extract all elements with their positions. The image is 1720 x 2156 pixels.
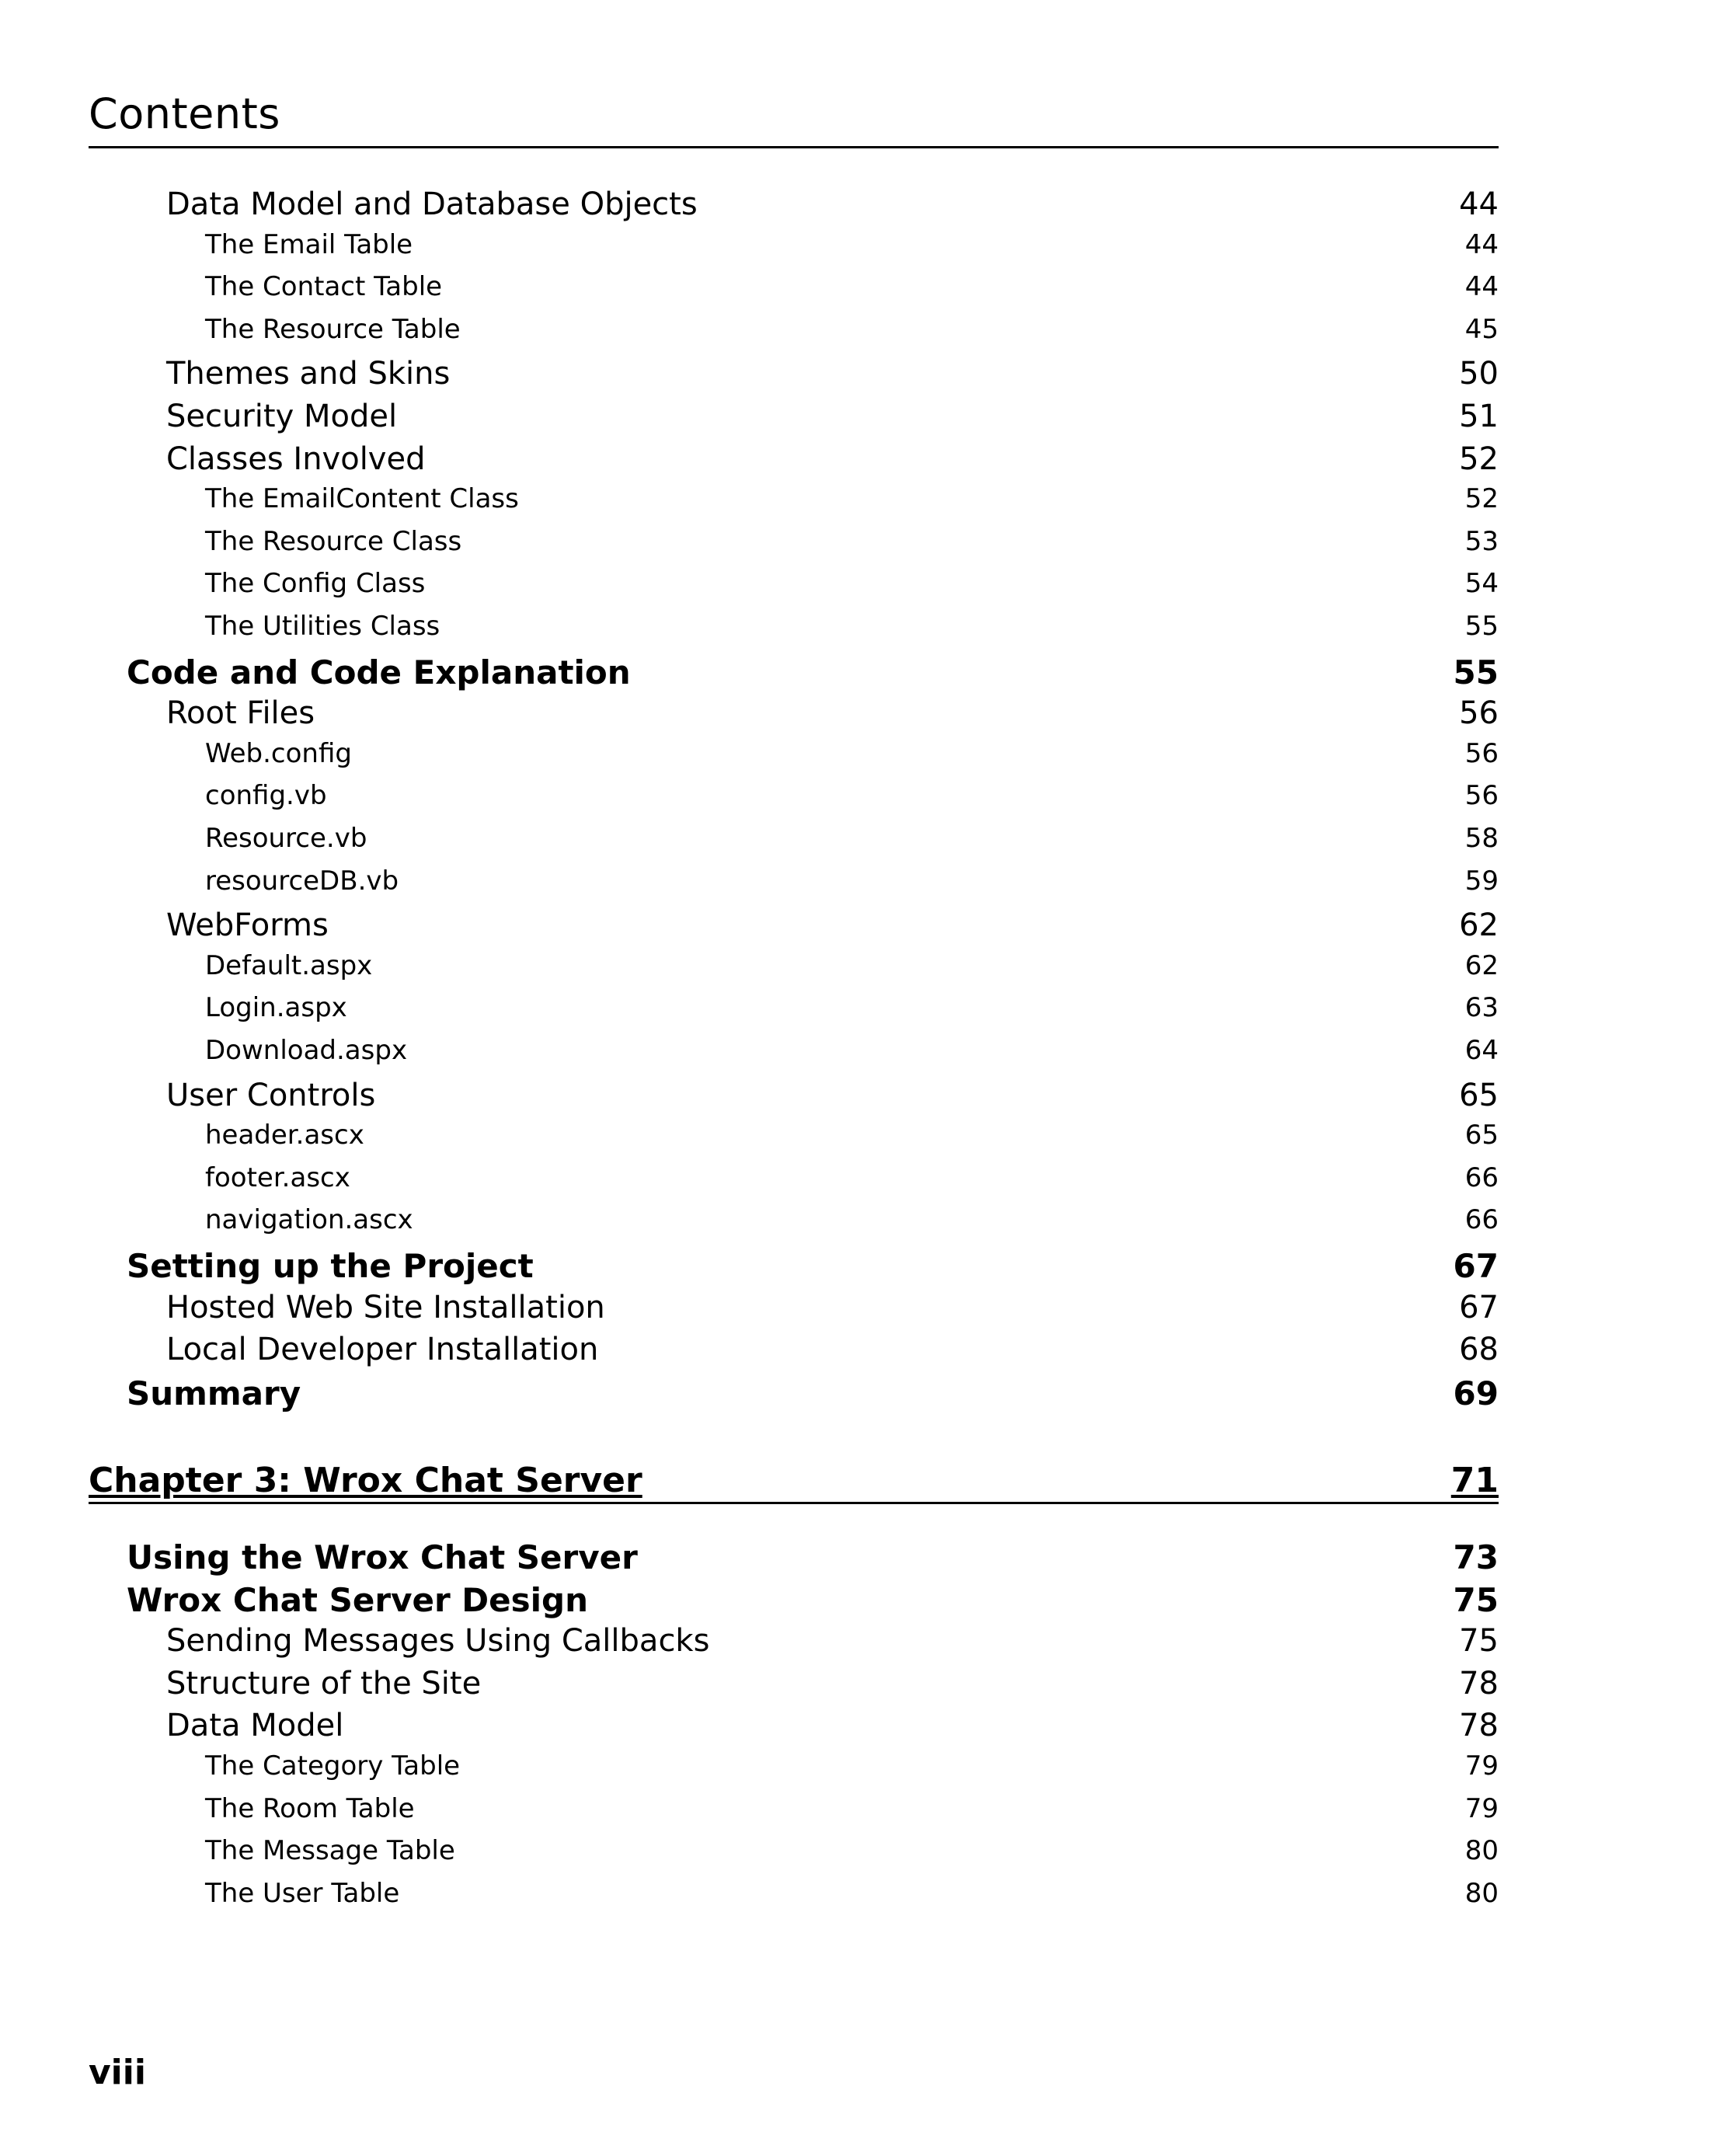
toc-entry-page: 62 xyxy=(1464,949,1499,981)
toc-entry[interactable] xyxy=(205,1835,1499,1866)
toc-entry-title: The Config Class xyxy=(205,568,426,600)
toc-entry-page: 80 xyxy=(1464,1877,1499,1909)
toc-entry-title: Default.aspx xyxy=(205,949,373,981)
toc-entry[interactable] xyxy=(205,229,1499,260)
toc-entry[interactable] xyxy=(166,695,1499,731)
toc-entry-title: Setting up the Project xyxy=(127,1247,534,1285)
toc-entry-page: 55 xyxy=(1453,653,1499,691)
toc-entry[interactable] xyxy=(205,611,1499,642)
toc-entry[interactable] xyxy=(205,314,1499,345)
toc-entry[interactable] xyxy=(205,780,1499,811)
toc-entry-page: 53 xyxy=(1464,525,1499,557)
toc-entry-page: 55 xyxy=(1464,611,1499,642)
page-number: viii xyxy=(89,2053,146,2092)
toc-entry-title: User Controls xyxy=(166,1077,376,1113)
toc-entry-page: 65 xyxy=(1459,1077,1499,1113)
toc-entry-page: 66 xyxy=(1464,1162,1499,1193)
toc-entry-page: 44 xyxy=(1464,228,1499,260)
toc-entry-title: The Utilities Class xyxy=(205,611,440,642)
toc-entry[interactable] xyxy=(205,568,1499,599)
toc-entry-title: Web.config xyxy=(205,737,352,769)
toc-entry-page: 67 xyxy=(1453,1247,1499,1285)
toc-entry-title: The User Table xyxy=(205,1877,400,1909)
toc-entry-title: Themes and Skins xyxy=(166,356,451,392)
page-title: Contents xyxy=(89,89,280,138)
toc-entry[interactable] xyxy=(127,1581,1499,1619)
toc-entry-page: 54 xyxy=(1464,568,1499,600)
toc-entry-title: Structure of the Site xyxy=(166,1665,482,1701)
toc-entry-page: 78 xyxy=(1459,1708,1499,1744)
toc-entry-title: The Resource Class xyxy=(205,525,462,557)
toc-entry-page: 51 xyxy=(1459,399,1499,434)
page-header xyxy=(89,87,1499,148)
toc-entry-title: Local Developer Installation xyxy=(166,1332,599,1368)
toc-entry-title: resourceDB.vb xyxy=(205,865,399,897)
toc-entry[interactable] xyxy=(166,441,1499,477)
toc-entry-title: Root Files xyxy=(166,695,315,732)
toc-entry-title: header.ascx xyxy=(205,1120,364,1151)
toc-entry-page: 44 xyxy=(1464,271,1499,303)
toc-entry[interactable] xyxy=(205,271,1499,302)
toc-entry-page: 56 xyxy=(1464,780,1499,812)
toc-entry-page: 58 xyxy=(1464,823,1499,854)
toc-entry[interactable] xyxy=(205,1162,1499,1193)
toc-entry-title: The Room Table xyxy=(205,1792,415,1824)
toc-entry-title: The Resource Table xyxy=(205,313,461,345)
toc-entry-title: Code and Code Explanation xyxy=(127,653,631,691)
toc-entry-title: Login.aspx xyxy=(205,992,347,1024)
toc-entry-page: 75 xyxy=(1459,1623,1499,1660)
toc-entry-page: 50 xyxy=(1459,356,1499,392)
toc-entry[interactable] xyxy=(205,950,1499,981)
toc-entry[interactable] xyxy=(166,1708,1499,1743)
toc-entry[interactable] xyxy=(166,907,1499,943)
toc-entry[interactable] xyxy=(205,483,1499,514)
toc-entry-page: 44 xyxy=(1459,186,1499,222)
toc-entry[interactable] xyxy=(127,653,1499,691)
toc-entry-page: 73 xyxy=(1453,1538,1499,1576)
toc-entry-page: 66 xyxy=(1464,1204,1499,1236)
toc-entry-title: The Category Table xyxy=(205,1750,461,1782)
toc-entry[interactable] xyxy=(205,526,1499,557)
chapter-title: Chapter 3: Wrox Chat Server xyxy=(89,1461,642,1500)
toc-entry-page: 64 xyxy=(1464,1035,1499,1066)
toc-entry[interactable] xyxy=(205,1120,1499,1151)
toc-entry-page: 56 xyxy=(1464,737,1499,769)
toc-entry[interactable] xyxy=(205,1793,1499,1824)
toc-entry[interactable] xyxy=(205,1204,1499,1235)
toc-entry[interactable] xyxy=(127,1374,1499,1412)
toc-entry-title: navigation.ascx xyxy=(205,1204,413,1236)
chapter-page-number: 71 xyxy=(1450,1461,1499,1500)
toc-entry-title: Resource.vb xyxy=(205,823,367,854)
toc-entry[interactable] xyxy=(166,399,1499,434)
toc-entry-page: 65 xyxy=(1464,1120,1499,1151)
toc-entry-page: 45 xyxy=(1464,313,1499,345)
toc-entry-title: WebForms xyxy=(166,907,329,944)
toc-entry-title: Sending Messages Using Callbacks xyxy=(166,1623,710,1660)
toc-entry-title: The Contact Table xyxy=(205,271,443,303)
toc-entry-page: 68 xyxy=(1459,1332,1499,1368)
toc-entry[interactable] xyxy=(127,1538,1499,1576)
toc-entry[interactable] xyxy=(166,1666,1499,1701)
toc-entry-title: The Message Table xyxy=(205,1835,455,1867)
toc-entry-title: Security Model xyxy=(166,399,398,434)
toc-entry-page: 79 xyxy=(1464,1792,1499,1824)
toc-entry-page: 75 xyxy=(1453,1580,1499,1619)
toc-entry-page: 56 xyxy=(1459,695,1499,732)
toc-entry[interactable] xyxy=(166,1623,1499,1659)
toc-entry-page: 63 xyxy=(1464,992,1499,1024)
toc-entry-title: Data Model and Database Objects xyxy=(166,186,698,222)
toc-entry[interactable] xyxy=(166,1078,1499,1113)
toc-entry[interactable] xyxy=(205,823,1499,854)
chapter-heading[interactable] xyxy=(89,1461,1499,1504)
toc-entry-page: 78 xyxy=(1459,1665,1499,1701)
toc-entry-title: footer.ascx xyxy=(205,1162,350,1193)
toc-entry-page: 59 xyxy=(1464,865,1499,897)
toc-entry[interactable] xyxy=(205,992,1499,1023)
toc-entry-title: Hosted Web Site Installation xyxy=(166,1289,605,1325)
toc-entry[interactable] xyxy=(166,186,1499,222)
toc-entry-page: 80 xyxy=(1464,1835,1499,1867)
toc-entry-title: Using the Wrox Chat Server xyxy=(127,1538,638,1576)
toc-entry[interactable] xyxy=(205,1035,1499,1066)
toc-entry-title: Data Model xyxy=(166,1708,344,1744)
toc-entry-page: 67 xyxy=(1459,1289,1499,1325)
toc-entry[interactable] xyxy=(205,866,1499,897)
toc-entry[interactable] xyxy=(166,1332,1499,1367)
toc-entry-title: Summary xyxy=(127,1374,301,1412)
toc-entry-page: 69 xyxy=(1453,1374,1499,1412)
toc-entry-title: config.vb xyxy=(205,780,327,812)
toc-entry-page: 52 xyxy=(1464,483,1499,515)
toc-entry-title: Classes Involved xyxy=(166,441,426,477)
toc-entry[interactable] xyxy=(166,1290,1499,1325)
toc-entry-title: Download.aspx xyxy=(205,1035,408,1066)
toc-entry[interactable] xyxy=(205,1878,1499,1909)
toc-entry[interactable] xyxy=(166,356,1499,392)
toc-entry[interactable] xyxy=(205,738,1499,769)
toc-entry[interactable] xyxy=(205,1750,1499,1782)
toc-entry-title: The EmailContent Class xyxy=(205,483,519,515)
toc-entry-page: 52 xyxy=(1459,441,1499,477)
toc-entry-title: Wrox Chat Server Design xyxy=(127,1580,588,1619)
toc-entry[interactable] xyxy=(127,1247,1499,1285)
toc-entry-page: 62 xyxy=(1459,907,1499,944)
toc-entry-title: The Email Table xyxy=(205,228,413,260)
toc-entry-page: 79 xyxy=(1464,1750,1499,1782)
